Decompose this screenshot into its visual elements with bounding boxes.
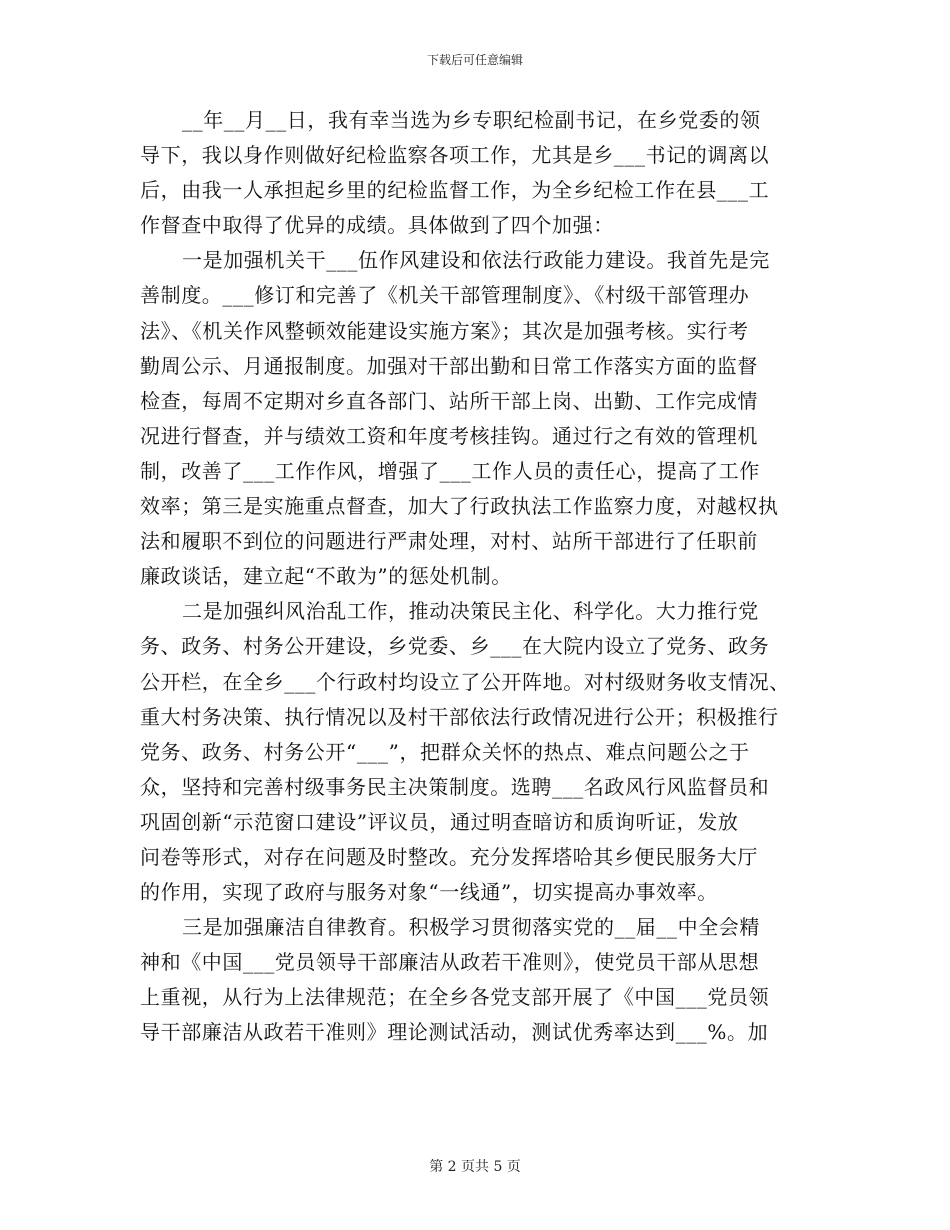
text-line: 法》、《机关作风整顿效能建设实施方案》；其次是加强考核。实行考 bbox=[140, 318, 749, 343]
text-line: 作督查中取得了优异的成绩。具体做到了四个加强： bbox=[140, 213, 614, 238]
text-line: 的作用，实现了政府与服务对象“一线通”，切实提高办事效率。 bbox=[140, 880, 718, 905]
page-number: 第 2 页共 5 页 bbox=[429, 1159, 521, 1175]
text-line: 上重视，从行为上法律规范；在全乡各党支部开展了《中国___党员领 bbox=[140, 985, 770, 1010]
text-line: 况进行督查，并与绩效工资和年度考核挂钩。通过行之有效的管理机 bbox=[140, 423, 758, 448]
text-line: 法和履职不到位的问题进行严肃处理，对村、站所干部进行了任职前 bbox=[140, 529, 758, 554]
text-line: 三是加强廉洁自律教育。积极学习贯彻落实党的__届__中全会精 bbox=[182, 915, 760, 940]
page-header-note: 下载后可任意编辑 bbox=[426, 53, 523, 67]
text-line: 务、政务、村务公开建设，乡党委、乡___在大院内设立了党务、政务 bbox=[140, 634, 770, 659]
text-line: 效率；第三是实施重点督查，加大了行政执法工作监察力度，对越权执 bbox=[140, 494, 779, 519]
text-line: 二是加强纠风治乱工作，推动决策民主化、科学化。大力推行党 bbox=[182, 599, 759, 624]
text-line: 检查，每周不定期对乡直各部门、站所干部上岗、出勤、工作完成情 bbox=[140, 388, 758, 413]
text-line: 导干部廉洁从政若干准则》理论测试活动，测试优秀率达到___%。加 bbox=[140, 1020, 769, 1045]
text-line: 勤周公示、月通报制度。加强对干部出勤和日常工作落实方面的监督 bbox=[140, 353, 758, 378]
text-line: 制，改善了___工作作风，增强了___工作人员的责任心，提高了工作 bbox=[140, 458, 760, 483]
text-line: 巩固创新“示范窗口建设”评议员，通过明查暗访和质询听证，发放 bbox=[140, 809, 739, 834]
text-line: 神和《中国___党员领导干部廉洁从政若干准则》，使党员干部从思想 bbox=[140, 950, 760, 975]
text-line: 问卷等形式，对存在问题及时整改。充分发挥塔哈其乡便民服务大厅 bbox=[140, 844, 758, 869]
text-line: 善制度。___修订和完善了《机关干部管理制度》、《村级干部管理办 bbox=[140, 283, 750, 308]
text-line: 廉政谈话，建立起“不敢为”的惩处机制。 bbox=[140, 564, 512, 589]
text-line: 重大村务决策、执行情况以及村干部依法行政情况进行公开；积极推行 bbox=[140, 704, 779, 729]
document-body bbox=[140, 103, 812, 1051]
text-line: 众，坚持和完善村级事务民主决策制度。选聘___名政风行风监督员和 bbox=[140, 774, 770, 799]
text-line: 党务、政务、村务公开“___”，把群众关怀的热点、难点问题公之于 bbox=[140, 739, 750, 764]
text-line: 一是加强机关干___伍作风建设和依法行政能力建设。我首先是完 bbox=[182, 248, 770, 273]
text-line: __年__月__日，我有幸当选为乡专职纪检副书记，在乡党委的领 bbox=[182, 108, 761, 132]
text-line: 导下，我以身作则做好纪检监察各项工作，尤其是乡___书记的调离以 bbox=[140, 143, 770, 168]
text-line: 后，由我一人承担起乡里的纪检监督工作，为全乡纪检工作在县___工 bbox=[140, 178, 770, 203]
text-line: 公开栏，在全乡___个行政村均设立了公开阵地。对村级财务收支情况、 bbox=[140, 669, 790, 694]
